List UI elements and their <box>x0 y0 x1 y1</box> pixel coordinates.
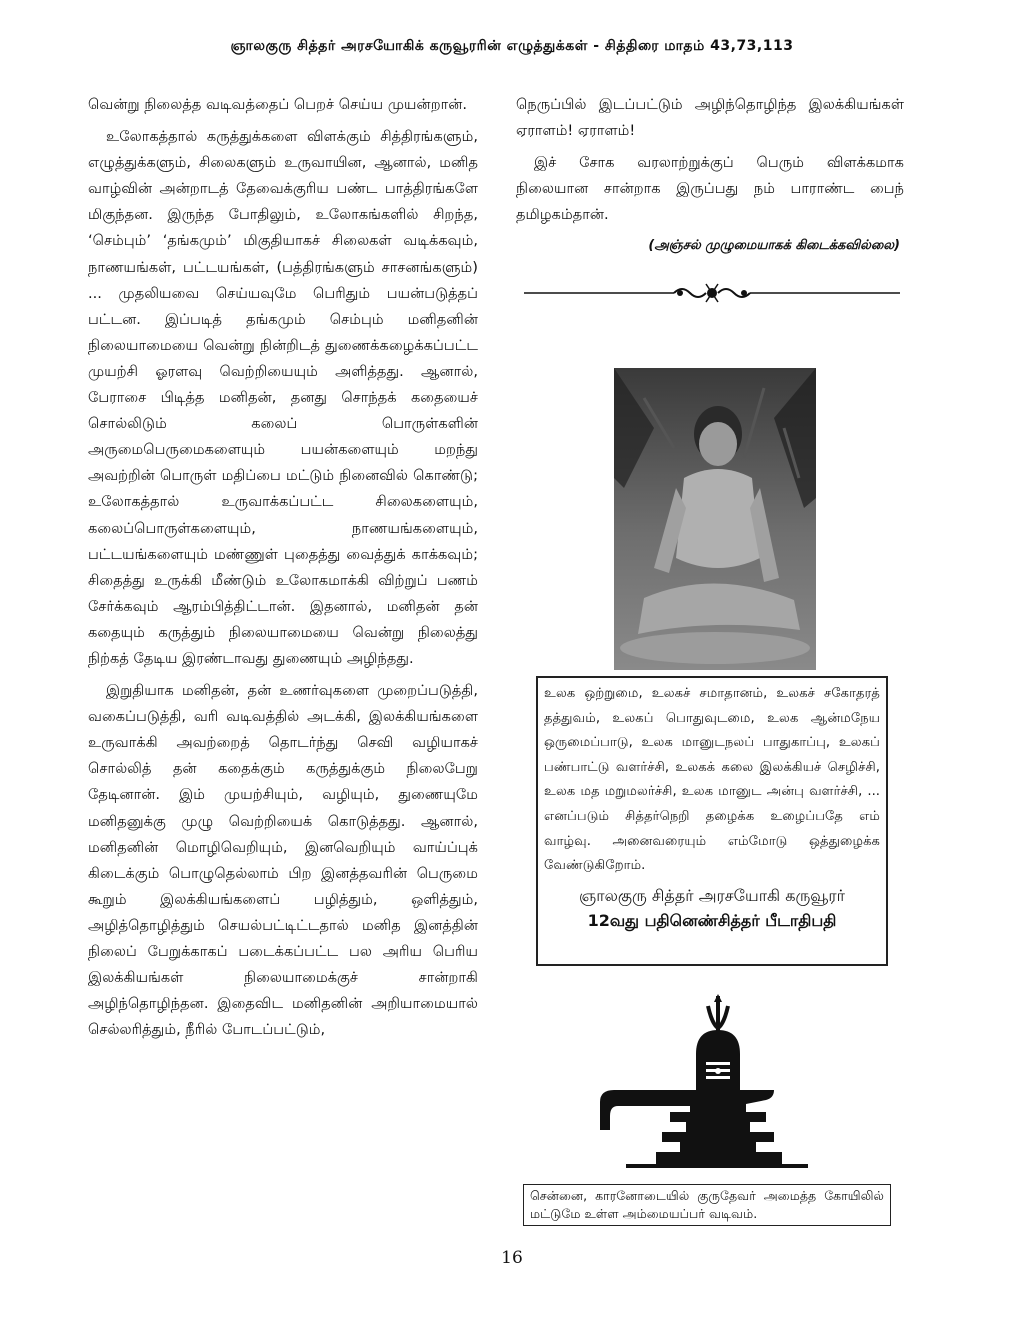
motto-box <box>536 676 888 966</box>
paragraph: உலோகத்தால் கருத்துக்களை விளக்கும் சித்திரங்களும், எழுத்துக்களும், சிலைகளும் உருவாயின, ஆனால், மனித வாழ்வின் அன்றாடத் தேவைக்குரிய பண்ட பாத்திரங்களே மிகுந்தன. இருந்த போதிலும், உலோகங்களில் சிறந்த, ‘செம்பும்’ ‘தங்கமும்’ மிகுதியாகச் சிலைகள் வடிக்கவும், நாணயங்கள், பட்டயங்கள், (பத்திரங்களும் சாசனங்களும்) ... முதலியவை செய்யவுமே பெரிதும் பயன்படுத்தப் பட்டன. இப்படித் தங்கமும் செம்பும் மனிதனின் நிலையாமையை வென்று நின்றிடத் துணைக்கழைக்கப்பட்ட முயற்சி ஓரளவு வெற்றியையும் அளித்தது. ஆனால், பேராசை பிடித்த மனிதன், தனது சொந்தக் கதையைச் சொல்லிடும் கலைப் பொருள்களின் அருமைபெருமைகளையும் பயன்களையும் மறந்து அவற்றின் பொருள் மதிப்பை மட்டும் நினைவில் கொண்டு; உலோகத்தால் உருவாக்கப்பட்ட சிலைகளையும், கலைப்பொருள்களையும், நாணயங்களையும், பட்டயங்களையும் மண்ணுள் புதைத்து வைத்துக் காக்கவும்; சிதைத்து உருக்கி மீண்டும் உலோகமாக்கி விற்றுப் பணம் சேர்க்கவும் ஆரம்பித்திட்டான். இதனால், மனிதன் தன் கதையும் கருத்தும் நிலையாமையை வென்று நிலைத்து நிற்கத் தேடிய இரண்டாவது துணையும் அழிந்தது. <box>88 128 478 667</box>
title-line: 12வது பதினெண்சித்தர் பீடாதிபதி <box>587 910 837 930</box>
motto-text: உலக ஒற்றுமை, உலகச் சமாதானம், உலகச் சகோதரத் தத்துவம், உலகப் பொதுவுடமை, உலக ஆன்மநேய ஒருமைப்பாடு, உலக மானுடநலப் பாதுகாப்பு, உலகப் பண்பாட்டு வளர்ச்சி, உலகக் கலை இலக்கியச் செழிச்சி, உலக மத மறுமலர்ச்சி, உலக மானுட அன்பு வளர்ச்சி, ... எனப்படும் சித்தர்நெறி தழைக்க உழைப்பதே எம் வாழ்வு. அனைவரையும் எம்மோடு ஒத்துழைக்க வேண்டுகிறோம். <box>544 686 880 874</box>
lingam-icon <box>596 994 808 1184</box>
paragraph: இச் சோக வரலாற்றுக்குப் பெரும் விளக்கமாக நிலையான சான்றாக இருப்பது நம் பாராண்ட பைந் தமிழகம்தான். <box>516 154 904 223</box>
ornament-divider <box>524 278 900 308</box>
paragraph: வென்று நிலைத்த வடிவத்தைப் பெறச் செய்ய முயன்றான். <box>88 96 468 113</box>
paragraph: நெருப்பில் இடப்பட்டும் அழிந்தொழிந்த இலக்கியங்கள் ஏராளம்! ஏராளம்! <box>516 96 904 139</box>
incomplete-note: (அஞ்சல் முழுமையாகக் கிடைக்கவில்லை) <box>648 238 900 253</box>
signature-line: ஞாலகுரு சித்தர் அரசயோகி கருவூரர் <box>579 885 845 905</box>
paragraph: இறுதியாக மனிதன், தன் உணர்வுகளை முறைப்படுத்தி, வகைப்படுத்தி, வரி வடிவத்தில் அடக்கி, இலக்கியங்களை உருவாக்கி அவற்றைத் தொடர்ந்து செவி வழியாகச் சொல்லித் தன் கதைக்கும் கருத்துக்கும் நிலைபேறு தேடினான். இம் முயற்சியும், வழியும், துணையுமே மனிதனுக்கு முழு வெற்றியைக் கொடுத்தது. ஆனால், மனிதனின் மொழிவெறியும், இனவெறியும் வாய்ப்புக் கிடைக்கும் பொழுதெல்லாம் பிற இனத்தவரின் பெருமை கூறும் இலக்கியங்களைப் பழித்தும், ஒளித்தும், அழித்தொழித்தும் செயல்பட்டிட்டதால் மனித இனத்தின் நிலைப் பேறுக்காகப் படைக்கப்பட்ட பல அரிய பெரிய இலக்கியங்கள் நிலையாமைக்குச் சான்றாகி அழிந்தொழிந்தன. இதைவிட மனிதனின் அறியாமையால் செல்லரித்தும், நீரில் போடப்பட்டும், <box>88 682 478 1039</box>
image-caption: சென்னை, காரனோடையில் குருதேவர் அமைத்த கோயிலில் மட்டுமே உள்ள அம்மையப்பர் வடிவம். <box>523 1184 891 1226</box>
right-column <box>516 92 904 234</box>
page-number: 16 <box>501 1248 523 1268</box>
guru-photo <box>614 368 816 670</box>
page-header: ஞாலகுரு சித்தர் அரசயோகிக் கருவூரரின் எழுத்துக்கள் - சித்திரை மாதம் 43,73,113 <box>230 38 794 54</box>
left-column <box>88 92 478 1049</box>
